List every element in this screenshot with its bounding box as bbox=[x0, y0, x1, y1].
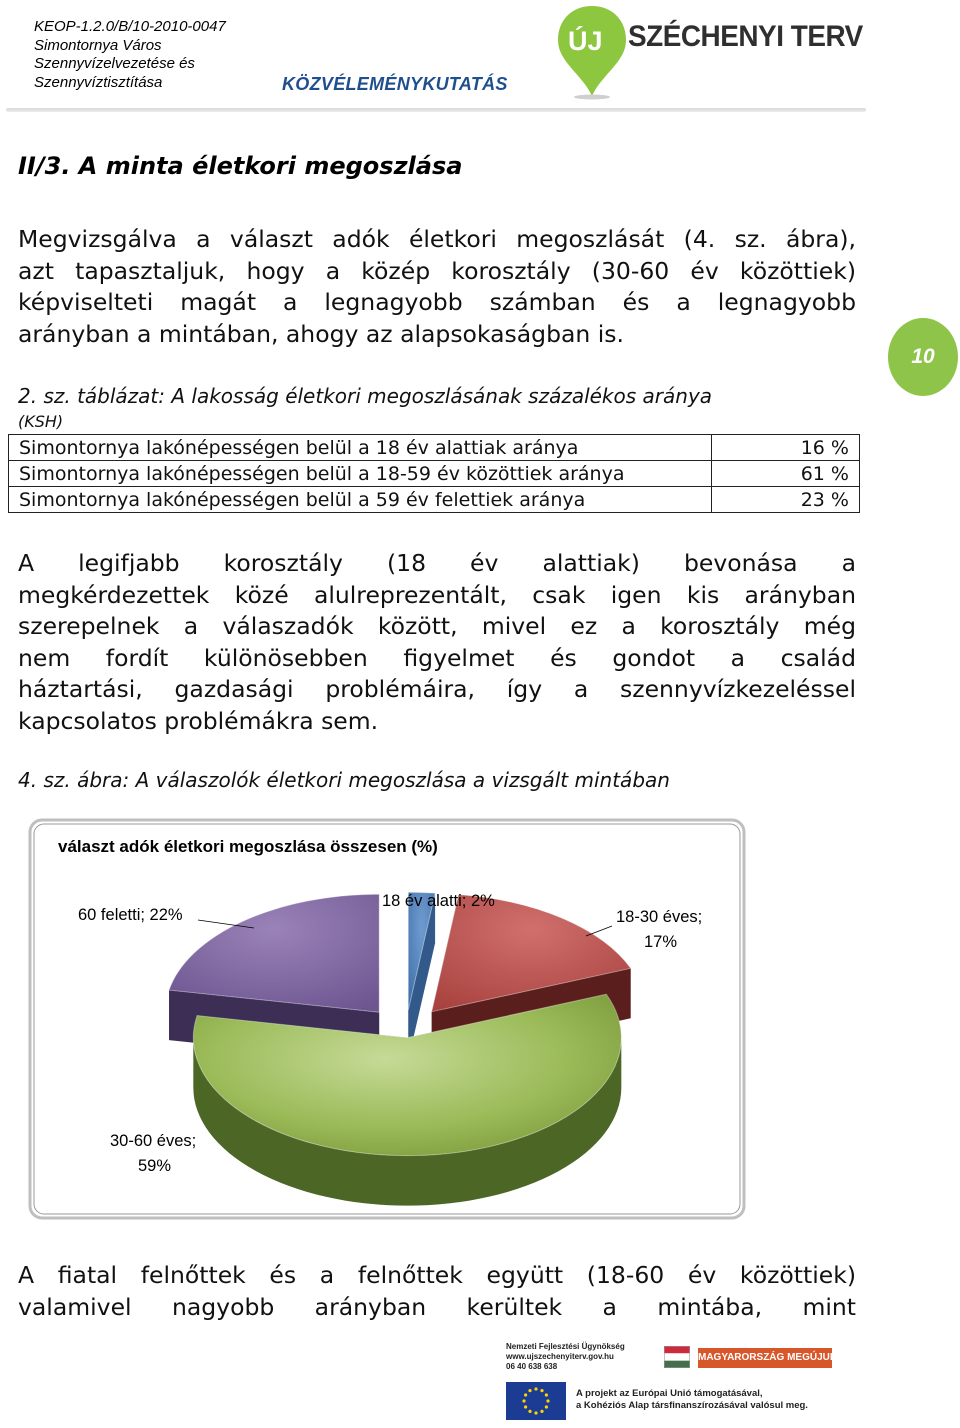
text-line: megkérdezettek közé alulreprezentált, csak igen kis arányban bbox=[18, 580, 856, 609]
project-line: Szennyvízelvezetése és bbox=[34, 55, 195, 72]
eu-star-icon bbox=[545, 1405, 548, 1408]
text-line: képviselteti magát a legnagyobb számban és a legnagyobb bbox=[18, 288, 856, 316]
text-line: A fiatal felnőttek és a felnőttek együtt (18-60 év közöttiek) bbox=[18, 1261, 856, 1289]
eu-star-icon bbox=[524, 1405, 527, 1408]
project-line: Szennyvíztisztítása bbox=[34, 73, 163, 91]
eu-star-icon bbox=[528, 1389, 531, 1392]
text-line: azt tapasztaljuk, hogy a közép korosztály (30-60 év közöttiek) bbox=[18, 256, 856, 285]
table-row bbox=[9, 487, 860, 513]
table-cell-value: 23 % bbox=[712, 487, 860, 513]
paragraph-youngest-group bbox=[18, 548, 856, 737]
population-age-table bbox=[8, 434, 860, 513]
data-label: 30-60 éves; bbox=[110, 1132, 197, 1150]
paragraph-age-distribution bbox=[18, 224, 856, 350]
project-line: Simontornya Város bbox=[34, 36, 162, 54]
eu-star-icon bbox=[534, 1411, 537, 1414]
page-number-badge bbox=[888, 318, 958, 396]
data-label: 59% bbox=[138, 1157, 172, 1175]
data-label: 18 év alatti; 2% bbox=[382, 892, 495, 910]
document-title: KÖZVÉLEMÉNYKUTATÁS bbox=[282, 74, 508, 94]
eu-flag-icon bbox=[506, 1382, 566, 1420]
text-line: valamivel nagyobb arányban kerültek a mintába, mint bbox=[18, 1292, 856, 1321]
paragraph-young-adults bbox=[18, 1260, 856, 1323]
project-info bbox=[34, 18, 226, 92]
footer-funding bbox=[500, 1340, 840, 1424]
agency-phone: 06 40 638 638 bbox=[506, 1362, 558, 1371]
eu-star-icon bbox=[524, 1393, 527, 1396]
eu-star-icon bbox=[540, 1389, 543, 1392]
text-line: kapcsolatos problémákra sem. bbox=[18, 706, 379, 735]
eu-star-icon bbox=[528, 1410, 531, 1413]
header-divider bbox=[6, 108, 866, 112]
table-cell-value: 61 % bbox=[712, 461, 860, 487]
page-number: 10 bbox=[911, 345, 935, 368]
szechenyi-terv-logo bbox=[552, 4, 872, 100]
eu-note-line: a Kohéziós Alap társfinanszírozásával valósul meg. bbox=[576, 1400, 808, 1411]
section-heading: II/3. A minta életkori megoszlása bbox=[18, 152, 463, 180]
project-code: KEOP-1.2.0/B/10-2010-0047 bbox=[34, 18, 226, 35]
eu-star-icon bbox=[545, 1393, 548, 1396]
text-line: szerepelnek a válaszadók között, mivel ez a korosztály még bbox=[18, 612, 856, 640]
chart-title: választ adók életkori megoszlása összesen (%) bbox=[58, 837, 438, 856]
table-cell-label: Simontornya lakónépességen belül a 18-59 év közöttiek aránya bbox=[9, 461, 712, 487]
figure-caption: 4. sz. ábra: A válaszolók életkori megoszlása a vizsgált mintában bbox=[18, 768, 670, 792]
table-cell-label: Simontornya lakónépességen belül a 18 év alattiak aránya bbox=[9, 435, 712, 461]
text-line: A legifjabb korosztály (18 év alattiak) bevonása a bbox=[18, 549, 856, 577]
text-line: arányban a mintában, ahogy az alapsokaságban is. bbox=[18, 319, 625, 348]
table-caption: 2. sz. táblázat: A lakosság életkori megoszlásának százalékos aránya bbox=[18, 384, 713, 408]
table-cell-label: Simontornya lakónépességen belül a 59 év felettiek aránya bbox=[9, 487, 712, 513]
pie-chart-svg bbox=[26, 816, 748, 1222]
text-line: háztartási, gazdasági problémáira, így a szennyvízkezeléssel bbox=[18, 675, 856, 703]
table-row bbox=[9, 461, 860, 487]
table-cell-value: 16 % bbox=[712, 435, 860, 461]
data-label: 60 feletti; 22% bbox=[78, 906, 183, 924]
eu-star-icon bbox=[534, 1387, 537, 1390]
logo-name: SZÉCHENYI TERV bbox=[628, 20, 863, 53]
slogan-banner: MAGYARORSZÁG MEGÚJUL bbox=[698, 1348, 832, 1368]
hungarian-flag-icon bbox=[664, 1346, 690, 1368]
eu-star-icon bbox=[546, 1399, 549, 1402]
agency-info bbox=[506, 1342, 625, 1372]
table-row bbox=[9, 435, 860, 461]
age-distribution-chart bbox=[26, 816, 748, 1222]
eu-funding-note bbox=[576, 1388, 808, 1412]
eu-note-line: A projekt az Európai Unió támogatásával, bbox=[576, 1388, 763, 1399]
agency-name: Nemzeti Fejlesztési Ügynökség bbox=[506, 1342, 625, 1351]
data-label: 18-30 éves; bbox=[616, 908, 703, 926]
eu-star-icon bbox=[540, 1410, 543, 1413]
text-line: Megvizsgálva a választ adók életkori megoszlását (4. sz. ábra), bbox=[18, 225, 856, 253]
table-source: (KSH) bbox=[18, 412, 64, 431]
eu-star-icon bbox=[522, 1399, 525, 1402]
logo-prefix: ÚJ bbox=[568, 26, 603, 56]
agency-website: www.ujszechenyiterv.gov.hu bbox=[506, 1352, 614, 1361]
text-line: nem fordít különösebben figyelmet és gondot a család bbox=[18, 643, 856, 672]
data-label: 17% bbox=[644, 933, 678, 951]
